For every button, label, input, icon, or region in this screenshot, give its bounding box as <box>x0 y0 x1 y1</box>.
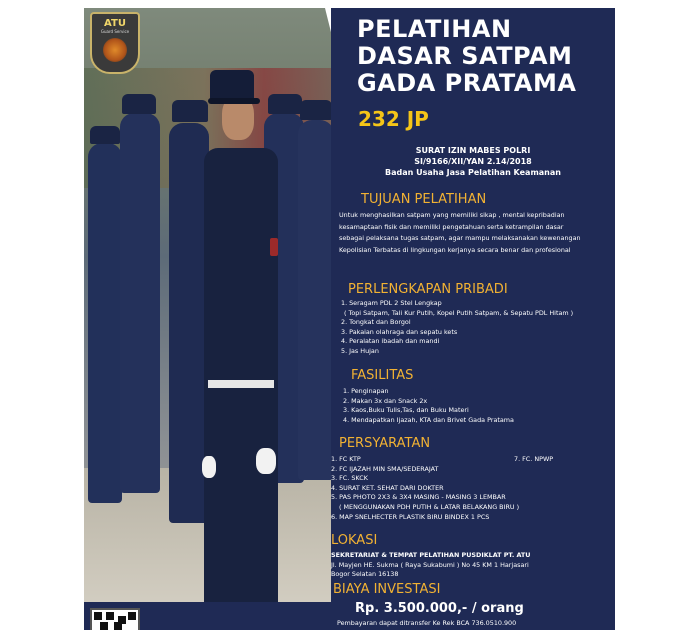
permit-line: Badan Usaha Jasa Pelatihan Keamanan <box>385 168 561 177</box>
list-item: 3. Pakaian olahraga dan sepatu kets <box>341 327 458 336</box>
shoulder-patch <box>270 238 278 256</box>
guard-cap <box>268 94 302 114</box>
white-belt <box>208 380 274 388</box>
permit-line: SURAT IZIN MABES POLRI <box>415 146 531 155</box>
guard-figure <box>88 143 122 503</box>
guard-cap <box>172 100 208 122</box>
guard-figure <box>120 113 160 493</box>
transfer-info: Pembayaran dapat ditransfer Ke Rek BCA 736.0510.900 <box>337 619 517 627</box>
list-item: 3. Kaos,Buku Tulis,Tas, dan Buku Materi <box>343 406 469 415</box>
persyaratan-list <box>331 455 615 522</box>
guard-cap <box>90 126 120 144</box>
list-item: 1. FC KTP <box>331 455 361 463</box>
title-line: GADA PRATAMA <box>357 69 577 97</box>
main-guard-body <box>204 148 278 608</box>
logo-text: ATU <box>104 18 126 29</box>
list-item: 3. FC. SKCK <box>331 474 368 483</box>
section-heading-persyaratan: PERSYARATAN <box>339 436 431 451</box>
list-item: 1. Penginapan <box>343 387 389 395</box>
jp-hours: 232 JP <box>358 107 429 131</box>
tiger-emblem-icon <box>103 38 127 62</box>
atu-logo <box>90 12 140 74</box>
list-item: 4. Mendapatkan Ijazah, KTA dan Brivet Gada Pratama <box>343 415 514 424</box>
poster <box>84 8 615 630</box>
lokasi-text <box>331 551 615 580</box>
perlengkapan-list <box>341 299 615 357</box>
list-item: 5. PAS PHOTO 2X3 & 3X4 MASING - MASING 3 LEMBAR <box>331 493 506 502</box>
list-item: 4. Peralatan ibadah dan mandi <box>341 337 440 346</box>
permit-number: SI/9166/XII/YAN 2.14/2018 <box>414 157 532 166</box>
list-item: 6. MAP SNELHECTER PLASTIK BIRU BINDEX 1 PCS <box>331 512 490 521</box>
info-panel <box>331 8 615 630</box>
list-item: 2. Makan 3x dan Snack 2x <box>343 396 428 405</box>
section-heading-tujuan: TUJUAN PELATIHAN <box>361 192 487 207</box>
price: Rp. 3.500.000,- / orang <box>355 601 524 616</box>
white-glove <box>202 456 216 478</box>
list-item: ( Topi Satpam, Tali Kur Putih, Kopel Putih Satpam, & Sepatu PDL Hitam ) <box>344 308 574 317</box>
section-heading-biaya: BIAYA INVESTASI <box>333 582 441 597</box>
list-item: 2. Tongkat dan Borgol <box>341 318 411 327</box>
white-glove <box>256 448 276 474</box>
logo-tagline: Guard Service <box>100 29 130 34</box>
tujuan-line: sebagai pelaksana tugas satpam, agar mampu melaksanakan kewenangan <box>339 234 581 243</box>
tujuan-text <box>339 210 613 256</box>
page-title <box>357 16 576 97</box>
tujuan-line: kesamaptaan fisik dan memiliki pengetahuan serta ketrampilan dasar <box>339 222 564 231</box>
lokasi-line: Bogor Selatan 16138 <box>331 570 399 579</box>
list-item-npwp: 7. FC. NPWP <box>514 455 554 463</box>
lokasi-line: Jl. Mayjen HE. Sukma ( Raya Sukabumi ) No 45 KM 1 Harjasari <box>331 560 529 569</box>
title-line: PELATIHAN <box>357 15 512 43</box>
list-item: 2. FC IJAZAH MIN SMA/SEDERAJAT <box>331 464 439 473</box>
lokasi-line: SEKRETARIAT & TEMPAT PELATIHAN PUSDIKLAT PT. ATU <box>331 551 531 559</box>
guard-cap <box>300 100 332 120</box>
list-item: 1. Seragam PDL 2 Stel Lengkap <box>341 299 442 307</box>
main-guard-cap <box>210 70 254 100</box>
list-item: 4. SURAT KET. SEHAT DARI DOKTER <box>331 483 444 492</box>
list-item: ( MENGGUNAKAN PDH PUTIH & LATAR BELAKANG BIRU ) <box>339 502 520 511</box>
fasilitas-list <box>343 387 613 425</box>
list-item: 5. Jas Hujan <box>341 346 379 355</box>
title-line: DASAR SATPAM <box>357 42 573 70</box>
section-heading-fasilitas: FASILITAS <box>351 368 414 383</box>
qr-code-icon <box>90 608 140 630</box>
section-heading-perlengkapan: PERLENGKAPAN PRIBADI <box>348 282 508 297</box>
tujuan-line: Kepolisian Terbatas di lingkungan kerjanya secara benar dan profesional <box>339 245 571 254</box>
tujuan-line: Untuk menghasilkan satpam yang memiliki sikap , mental kepribadian <box>339 211 565 219</box>
guard-figure <box>298 120 334 480</box>
section-heading-lokasi: LOKASI <box>331 533 378 548</box>
cap-visor <box>208 98 260 104</box>
guard-cap <box>122 94 156 114</box>
